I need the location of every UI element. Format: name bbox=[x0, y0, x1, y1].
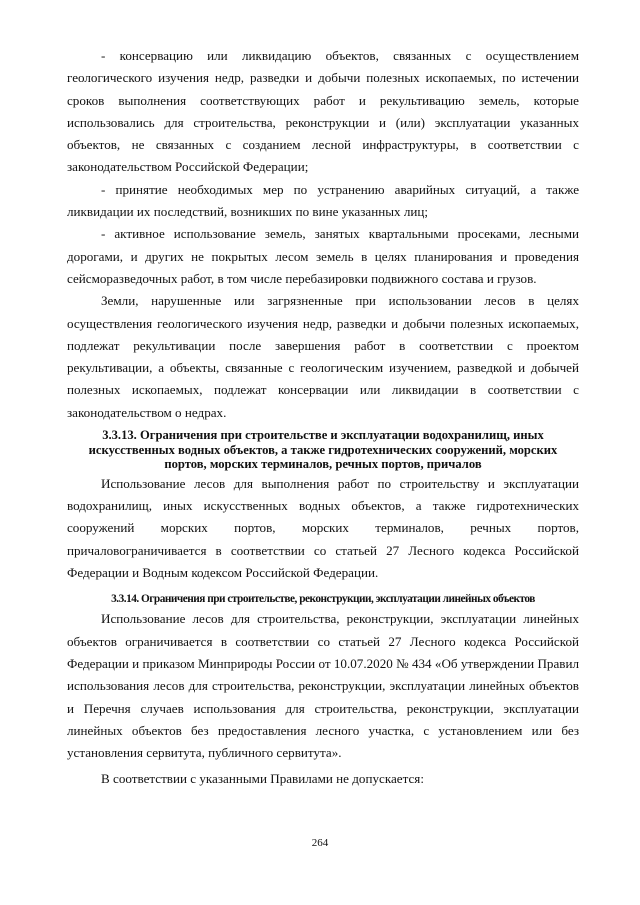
bullet-paragraph-emergency: - принятие необходимых мер по устранению аварийных ситуаций, а также ликвидации их последствий, возникших по вине указанных лиц; bbox=[67, 181, 579, 220]
page-number: 264 bbox=[311, 837, 329, 849]
page-body bbox=[67, 45, 579, 791]
bullet-paragraph-conservation: - консервацию или ликвидацию объектов, связанных с осуществлением геологического изучения недр, разведки и добычи полезных ископаемых, по истечении сроков выполнения соответствующих работ и рекультивацию земель, которые использовались для строительства, реконструкции и (или) эксплуатации указанных объектов, не связанных с созданием лесной инфраструктуры, в соответствии с законодательством Российской Федерации; bbox=[67, 48, 579, 175]
bullet-paragraph-land-use: - активное использование земель, занятых квартальными просеками, лесными дорогами, и других не покрытых лесом земель в целях планирования и проведения сейсморазведочных работ, в том числе перебазировки подвижного состава и грузов. bbox=[67, 226, 579, 286]
section-heading-3-3-13: 3.3.13. Ограничения при строительстве и эксплуатации водохранилищ, иных искусственных водных объектов, а также гидротехнических сооружений, морских портов, морских терминалов, речных портов, причалов bbox=[88, 428, 558, 472]
paragraph-linear-objects: Использование лесов для строительства, реконструкции, эксплуатации линейных объектов ограничивается в соответствии со статьей 27 Лесного кодекса Российской Федерации и приказом Минприроды России от 10.07.2020 № 434 «Об утверждении Правил использования лесов для строительства, реконструкции, эксплуатации линейных объектов и Перечня случаев использования для строительства, реконструкции, эксплуатации линейных объектов без предоставления лесного участка, с установлением или без установления сервитута, публичного сервитута». bbox=[67, 611, 579, 761]
paragraph-rules-prohibited: В соответствии с указанными Правилами не допускается: bbox=[101, 771, 424, 787]
section-heading-3-3-14: 3.3.14. Ограничения при строительстве, реконструкции, эксплуатации линейных объектов bbox=[111, 593, 535, 606]
paragraph-recultivation: Земли, нарушенные или загрязненные при использовании лесов в целях осуществления геологического изучения недр, разведки и добычи полезных ископаемых, подлежат рекультивации после завершения работ в соответствии с проектом рекультивации, а объекты, связанные с геологическим изучением, разведкой и добычей полезных ископаемых, подлежат консервации или ликвидации в соответствии с законодательством о недрах. bbox=[67, 293, 579, 420]
paragraph-reservoirs: Использование лесов для выполнения работ по строительству и эксплуатации водохранилищ, иных искусственных водных объектов, а также гидротехнических сооружений морских портов, морских терминалов, речных портов, причаловограничивается в соответствии со статьей 27 Лесного кодекса Российской Федерации и Водным кодексом Российской Федерации. bbox=[67, 475, 579, 581]
